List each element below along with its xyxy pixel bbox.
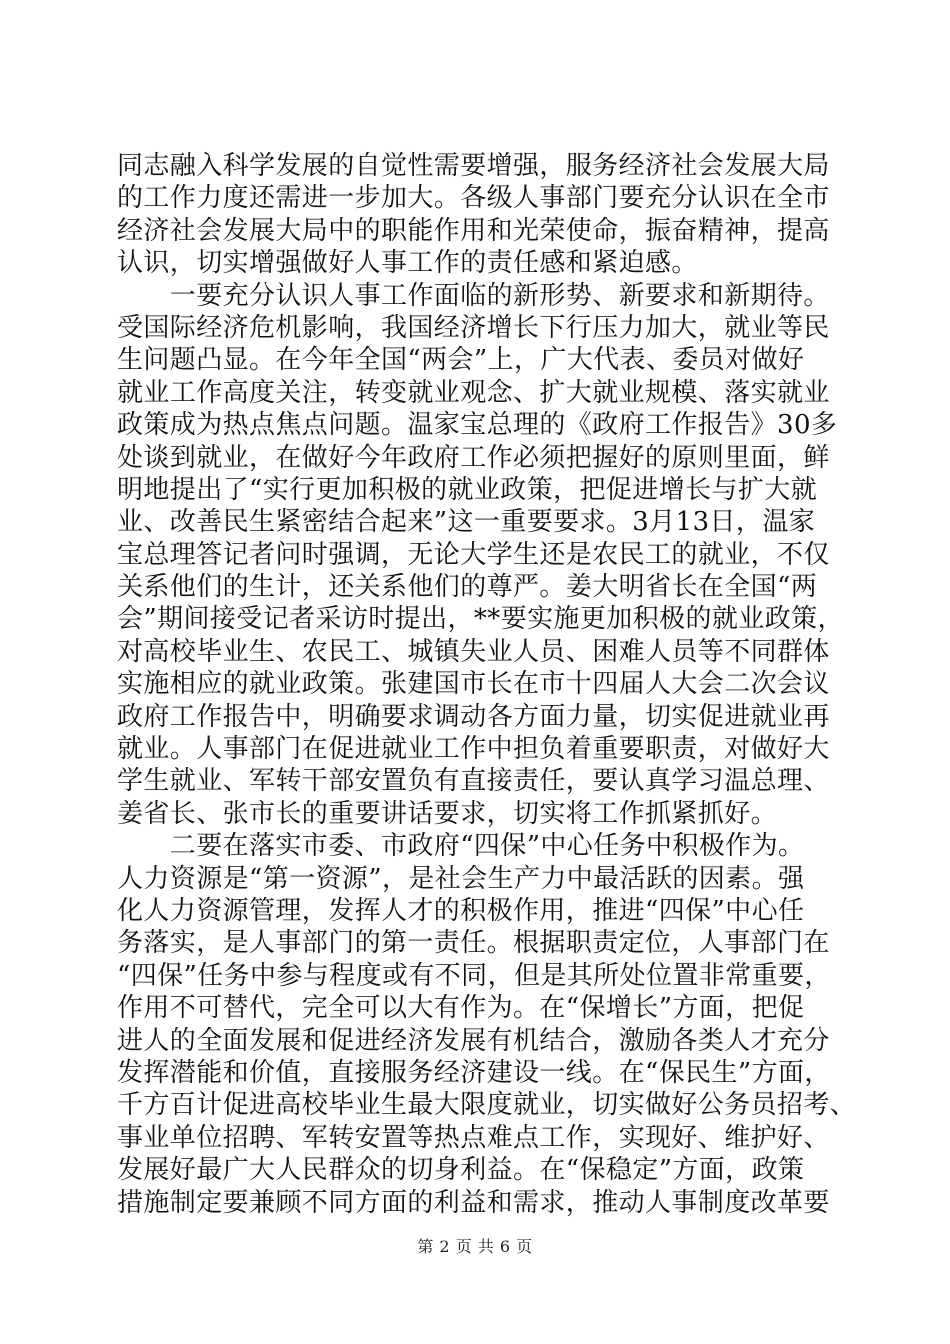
text-line: 关系他们的生计，还关系他们的尊严。姜大明省长在全国“两 bbox=[117, 572, 818, 603]
text-line: 一要充分认识人事工作面临的新形势、新要求和新期待。 bbox=[117, 280, 830, 311]
text-line: 政府工作报告中，明确要求调动各方面力量，切实促进就业再 bbox=[117, 701, 830, 732]
text-line: 措施制定要兼顾不同方面的利益和需求，推动人事制度改革要 bbox=[117, 1187, 830, 1218]
text-line: 经济社会发展大局中的职能作用和光荣使命，振奋精神，提高 bbox=[117, 215, 830, 246]
text-line: 宝总理答记者问时强调，无论大学生还是农民工的就业，不仅 bbox=[117, 539, 830, 570]
body-text bbox=[117, 150, 857, 1219]
text-line: 进人的全面发展和促进经济发展有机结合，激励各类人才充分 bbox=[117, 1025, 830, 1056]
text-line: 化人力资源管理，发挥人才的积极作用，推进“四保”中心任 bbox=[117, 895, 805, 926]
text-line: 实施相应的就业政策。张建国市长在市十四届人大会二次会议 bbox=[117, 669, 830, 700]
text-line: 就业。人事部门在促进就业工作中担负着重要职责，对做好大 bbox=[117, 734, 830, 765]
text-line: 政策成为热点焦点问题。温家宝总理的《政府工作报告》30多 bbox=[117, 410, 838, 441]
text-line: 就业工作高度关注，转变就业观念、扩大就业规模、落实就业 bbox=[117, 377, 830, 408]
text-line: 处谈到就业，在做好今年政府工作必须把握好的原则里面，鲜 bbox=[117, 442, 830, 473]
text-line: 认识，切实增强做好人事工作的责任感和紧迫感。 bbox=[117, 248, 698, 279]
text-line: 受国际经济危机影响，我国经济增长下行压力加大，就业等民 bbox=[117, 312, 830, 343]
text-line: 发挥潜能和价值，直接服务经济建设一线。在“保民生”方面， bbox=[117, 1057, 831, 1088]
text-line: 务落实，是人事部门的第一责任。根据职责定位，人事部门在 bbox=[117, 928, 830, 959]
text-line: 对高校毕业生、农民工、城镇失业人员、困难人员等不同群体 bbox=[117, 636, 830, 667]
text-line: 的工作力度还需进一步加大。各级人事部门要充分认识在全市 bbox=[117, 183, 830, 214]
text-line: 千方百计促进高校毕业生最大限度就业，切实做好公务员招考、 bbox=[117, 1090, 857, 1121]
page-number-footer: 第 2 页 共 6 页 bbox=[417, 1237, 533, 1256]
text-line: 生问题凸显。在今年全国“两会”上，广大代表、委员对做好 bbox=[117, 345, 805, 376]
text-line: 二要在落实市委、市政府“四保”中心任务中积极作为。 bbox=[117, 831, 805, 862]
text-line: 明地提出了“实行更加积极的就业政策，把促进增长与扩大就 bbox=[117, 474, 818, 505]
text-line: 学生就业、军转干部安置负有直接责任，要认真学习温总理、 bbox=[117, 766, 830, 797]
text-line: “四保”任务中参与程度或有不同，但是其所处位置非常重要， bbox=[117, 960, 831, 991]
text-line: 作用不可替代，完全可以大有作为。在“保增长”方面，把促 bbox=[117, 993, 805, 1024]
text-line: 业、改善民生紧密结合起来”这一重要要求。3月13日，温家 bbox=[117, 507, 816, 538]
text-line: 人力资源是“第一资源”，是社会生产力中最活跃的因素。强 bbox=[117, 863, 805, 894]
text-line: 事业单位招聘、军转安置等热点难点工作，实现好、维护好、 bbox=[117, 1122, 830, 1153]
text-line: 发展好最广大人民群众的切身利益。在“保稳定”方面，政策 bbox=[117, 1155, 805, 1186]
text-line: 姜省长、张市长的重要讲话要求，切实将工作抓紧抓好。 bbox=[117, 798, 778, 829]
text-line: 同志融入科学发展的自觉性需要增强，服务经济社会发展大局 bbox=[117, 151, 830, 181]
text-line: 会”期间接受记者采访时提出，**要实施更加积极的就业政策， bbox=[117, 604, 844, 635]
